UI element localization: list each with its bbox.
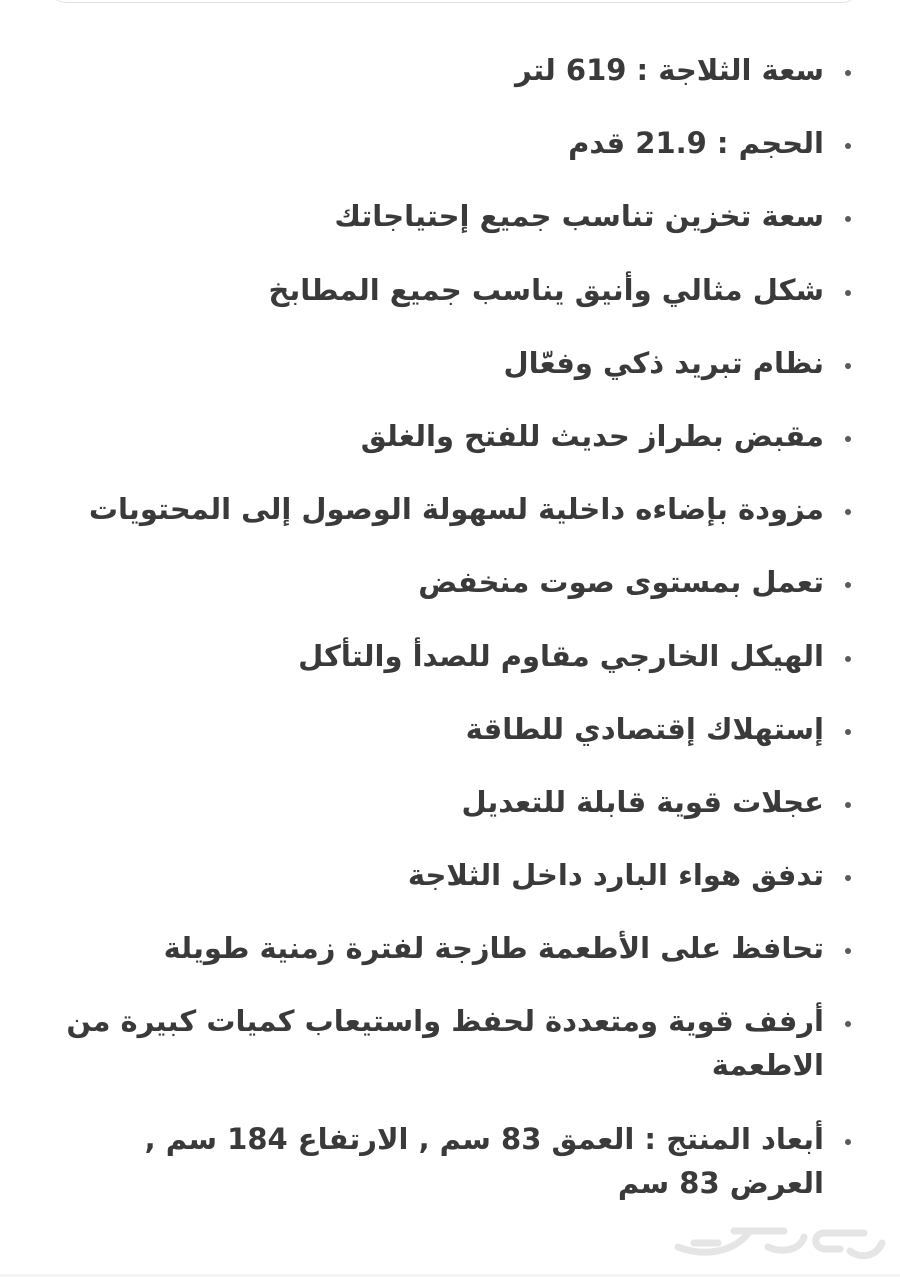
feature-text: الهيكل الخارجي مقاوم للصدأ والتأكل bbox=[298, 638, 824, 673]
list-item bbox=[60, 341, 858, 385]
list-item bbox=[60, 268, 858, 312]
list-item bbox=[60, 48, 858, 92]
list-item bbox=[60, 780, 858, 824]
list-item bbox=[60, 487, 858, 531]
feature-text: سعة الثلاجة : 619 لتر bbox=[515, 53, 824, 87]
feature-text: تدفق هواء البارد داخل الثلاجة bbox=[407, 858, 824, 893]
bullet-icon bbox=[845, 802, 851, 808]
feature-text: شكل مثالي وأنيق يناسب جميع المطابخ bbox=[268, 272, 824, 307]
bullet-icon bbox=[845, 729, 851, 735]
bullet-icon bbox=[845, 70, 851, 76]
list-item bbox=[60, 999, 858, 1087]
list-item bbox=[60, 853, 858, 897]
bullet-icon bbox=[845, 582, 851, 588]
haraj-logo-watermark-icon bbox=[664, 1213, 894, 1269]
bullet-icon bbox=[845, 143, 851, 149]
list-item bbox=[60, 414, 858, 458]
feature-text: تحافظ على الأطعمة طازجة لفترة زمنية طويلة bbox=[163, 931, 824, 966]
feature-text: تعمل بمستوى صوت منخفض bbox=[418, 565, 824, 600]
bullet-icon bbox=[845, 290, 851, 296]
list-item bbox=[60, 560, 858, 604]
list-item bbox=[60, 1117, 858, 1205]
bullet-icon bbox=[845, 948, 851, 954]
feature-text: سعة تخزين تناسب جميع إحتياجاتك bbox=[334, 199, 824, 234]
feature-text: مزودة بإضاءه داخلية لسهولة الوصول إلى المحتويات bbox=[88, 492, 824, 527]
feature-list bbox=[60, 48, 858, 1205]
feature-text: عجلات قوية قابلة للتعديل bbox=[461, 784, 824, 819]
feature-text: نظام تبريد ذكي وفعّال bbox=[503, 345, 824, 380]
list-item bbox=[60, 707, 858, 751]
list-item bbox=[60, 634, 858, 678]
bullet-icon bbox=[845, 509, 851, 515]
feature-text: أبعاد المنتج : العمق 83 سم , الارتفاع 184 سم , العرض 83 سم bbox=[144, 1121, 824, 1200]
list-item bbox=[60, 926, 858, 970]
feature-text: أرفف قوية ومتعددة لحفظ واستيعاب كميات كبيرة من الاطعمة bbox=[66, 1004, 824, 1083]
list-item bbox=[60, 194, 858, 238]
list-item bbox=[60, 121, 858, 165]
bullet-icon bbox=[845, 1021, 851, 1027]
bullet-icon bbox=[845, 216, 851, 222]
feature-text: مقبض بطراز حديث للفتح والغلق bbox=[360, 418, 824, 453]
bullet-icon bbox=[845, 875, 851, 881]
bullet-icon bbox=[845, 436, 851, 442]
feature-text: الحجم : 21.9 قدم bbox=[568, 126, 824, 161]
feature-text: إستهلاك إقتصادي للطاقة bbox=[465, 711, 824, 746]
bullet-icon bbox=[845, 656, 851, 662]
bullet-icon bbox=[845, 363, 851, 369]
top-card-edge bbox=[48, 0, 860, 3]
bullet-icon bbox=[845, 1139, 851, 1145]
